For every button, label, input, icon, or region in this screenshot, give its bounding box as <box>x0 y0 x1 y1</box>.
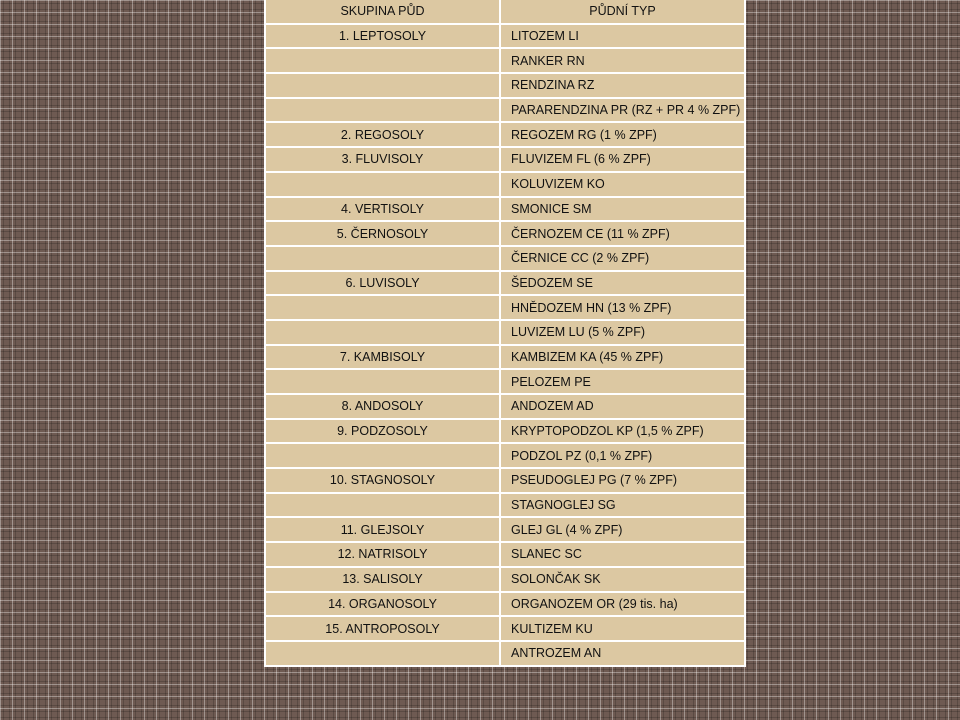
table-row <box>265 567 745 592</box>
soil-type-cell: PODZOL PZ (0,1 % ZPF) <box>500 443 745 468</box>
soil-group-cell <box>265 246 500 271</box>
table-row <box>265 295 745 320</box>
soil-group-cell: 8. ANDOSOLY <box>265 394 500 419</box>
table-row <box>265 542 745 567</box>
soil-group-cell <box>265 295 500 320</box>
soil-group-cell: 11. GLEJSOLY <box>265 517 500 542</box>
soil-group-cell: 13. SALISOLY <box>265 567 500 592</box>
table-row <box>265 468 745 493</box>
table-row <box>265 221 745 246</box>
soil-type-cell: ORGANOZEM OR (29 tis. ha) <box>500 592 745 617</box>
soil-group-cell <box>265 443 500 468</box>
table-row <box>265 419 745 444</box>
table-row <box>265 443 745 468</box>
table-row <box>265 320 745 345</box>
table-row <box>265 246 745 271</box>
soil-type-cell: LITOZEM LI <box>500 24 745 49</box>
soil-type-cell: KULTIZEM KU <box>500 616 745 641</box>
soil-type-cell: GLEJ GL (4 % ZPF) <box>500 517 745 542</box>
soil-group-cell: 2. REGOSOLY <box>265 122 500 147</box>
header-soil-group: SKUPINA PŮD <box>265 0 500 24</box>
soil-type-cell: PELOZEM PE <box>500 369 745 394</box>
soil-group-cell <box>265 493 500 518</box>
soil-type-cell: SLANEC SC <box>500 542 745 567</box>
soil-type-cell: ANDOZEM AD <box>500 394 745 419</box>
table-row <box>265 98 745 123</box>
table-row <box>265 517 745 542</box>
soil-type-cell: ČERNOZEM CE (11 % ZPF) <box>500 221 745 246</box>
soil-type-cell: RENDZINA RZ <box>500 73 745 98</box>
soil-group-cell <box>265 172 500 197</box>
soil-type-cell: LUVIZEM LU (5 % ZPF) <box>500 320 745 345</box>
header-row <box>265 0 745 24</box>
table-row <box>265 641 745 666</box>
soil-type-cell: KRYPTOPODZOL KP (1,5 % ZPF) <box>500 419 745 444</box>
soil-type-cell: ČERNICE CC (2 % ZPF) <box>500 246 745 271</box>
soil-type-cell: KOLUVIZEM KO <box>500 172 745 197</box>
soil-group-cell <box>265 98 500 123</box>
table-row <box>265 197 745 222</box>
table-body <box>265 24 745 666</box>
soil-group-cell <box>265 320 500 345</box>
soil-group-cell: 4. VERTISOLY <box>265 197 500 222</box>
soil-type-cell: ANTROZEM AN <box>500 641 745 666</box>
soil-group-cell <box>265 73 500 98</box>
table-row <box>265 147 745 172</box>
soil-group-cell: 7. KAMBISOLY <box>265 345 500 370</box>
soil-group-cell: 6. LUVISOLY <box>265 271 500 296</box>
soil-group-cell: 12. NATRISOLY <box>265 542 500 567</box>
soil-type-cell: RANKER RN <box>500 48 745 73</box>
table-row <box>265 122 745 147</box>
soil-type-cell: ŠEDOZEM SE <box>500 271 745 296</box>
table-row <box>265 592 745 617</box>
soil-type-cell: PARARENDZINA PR (RZ + PR 4 % ZPF) <box>500 98 745 123</box>
soil-classification-table <box>264 0 746 667</box>
soil-group-cell: 15. ANTROPOSOLY <box>265 616 500 641</box>
soil-type-cell: HNĚDOZEM HN (13 % ZPF) <box>500 295 745 320</box>
soil-group-cell <box>265 641 500 666</box>
table-row <box>265 48 745 73</box>
soil-type-cell: STAGNOGLEJ SG <box>500 493 745 518</box>
soil-type-cell: SOLONČAK SK <box>500 567 745 592</box>
soil-group-cell: 14. ORGANOSOLY <box>265 592 500 617</box>
soil-group-cell <box>265 48 500 73</box>
table-row <box>265 73 745 98</box>
soil-type-cell: PSEUDOGLEJ PG (7 % ZPF) <box>500 468 745 493</box>
soil-group-cell: 1. LEPTOSOLY <box>265 24 500 49</box>
soil-type-cell: SMONICE SM <box>500 197 745 222</box>
soil-type-cell: FLUVIZEM FL (6 % ZPF) <box>500 147 745 172</box>
table-row <box>265 24 745 49</box>
table-row <box>265 271 745 296</box>
soil-group-cell: 5. ČERNOSOLY <box>265 221 500 246</box>
table-row <box>265 616 745 641</box>
table-row <box>265 394 745 419</box>
soil-group-cell: 3. FLUVISOLY <box>265 147 500 172</box>
table-row <box>265 493 745 518</box>
header-soil-type: PŮDNÍ TYP <box>500 0 745 24</box>
soil-group-cell: 9. PODZOSOLY <box>265 419 500 444</box>
table-row <box>265 172 745 197</box>
soil-group-cell: 10. STAGNOSOLY <box>265 468 500 493</box>
table-row <box>265 369 745 394</box>
soil-group-cell <box>265 369 500 394</box>
table-row <box>265 345 745 370</box>
soil-type-cell: REGOZEM RG (1 % ZPF) <box>500 122 745 147</box>
soil-type-cell: KAMBIZEM KA (45 % ZPF) <box>500 345 745 370</box>
